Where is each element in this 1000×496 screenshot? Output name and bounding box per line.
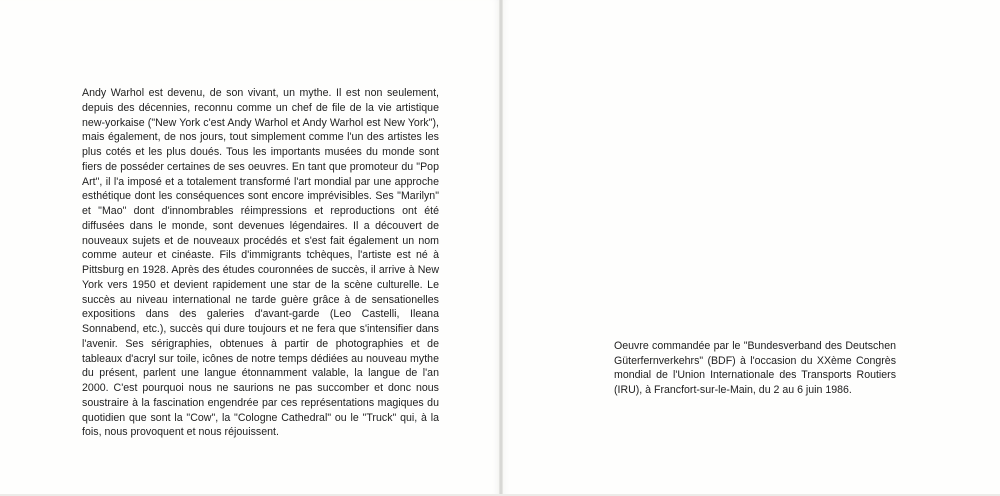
left-page (0, 0, 499, 496)
warhol-biography-text: Andy Warhol est devenu, de son vivant, un mythe. Il est non seulement, depuis des décennies, reconnu comme un chef de file de la vie artistique new-yorkaise ("New York c'est Andy Warhol et Andy Warhol est New York"), mais également, de nos jours, tout simplement comme l'un des artistes les plus cotés et les plus doués. Tous les importants musées du monde sont fiers de posséder certaines de ses oeuvres. En tant que promoteur du "Pop Art", il l'a imposé et a totalement transformé l'art mondial par une approche esthétique dont les conséquences sont encore imprévisibles. Ses "Marilyn" et "Mao" dont d'innombrables réimpressions et reproductions ont été diffusées dans le monde, sont devenues légendaires. Il a découvert de nouveaux sujets et de nouveaux procédés et s'est fait également un nom comme auteur et cinéaste. Fils d'immigrants tchèques, l'artiste est né à Pittsburg en 1928. Après des études couronnées de succès, il arrive à New York vers 1950 et devient rapidement une star de la scène culturelle. Le succès au niveau international ne tarde guère grâce à de sensationelles expositions dans des galeries d'avant-garde (Leo Castelli, Ileana Sonnabend, etc.), succès qui dure toujours et ne fera que s'intensifier dans l'avenir. Ses sérigraphies, obtenues à partir de photographies et de tableaux d'acryl sur toile, icônes de notre temps dédiées au nouveau mythe du présent, parlent une langue étonnamment valable, la langue de l'an 2000. C'est pourquoi nous ne saurions ne pas succomber et donc nous soustraire à la fascination engendrée par ces représentations magiques du quotidien que sont la "Cow", la "Cologne Cathedral" ou le "Truck" qui, à la fois, nous provoquent et nous réjouissent. (82, 87, 439, 439)
commission-note-text: Oeuvre commandée par le "Bundesverband des Deutschen Güterfernverkehrs" (BDF) à l'occasion du XXème Congrès mondial de l'Union Internationale des Transports Routiers (IRU), à Francfort-sur-le-Main, du 2 au 6 juin 1986. (614, 340, 896, 396)
right-page (503, 0, 1000, 496)
